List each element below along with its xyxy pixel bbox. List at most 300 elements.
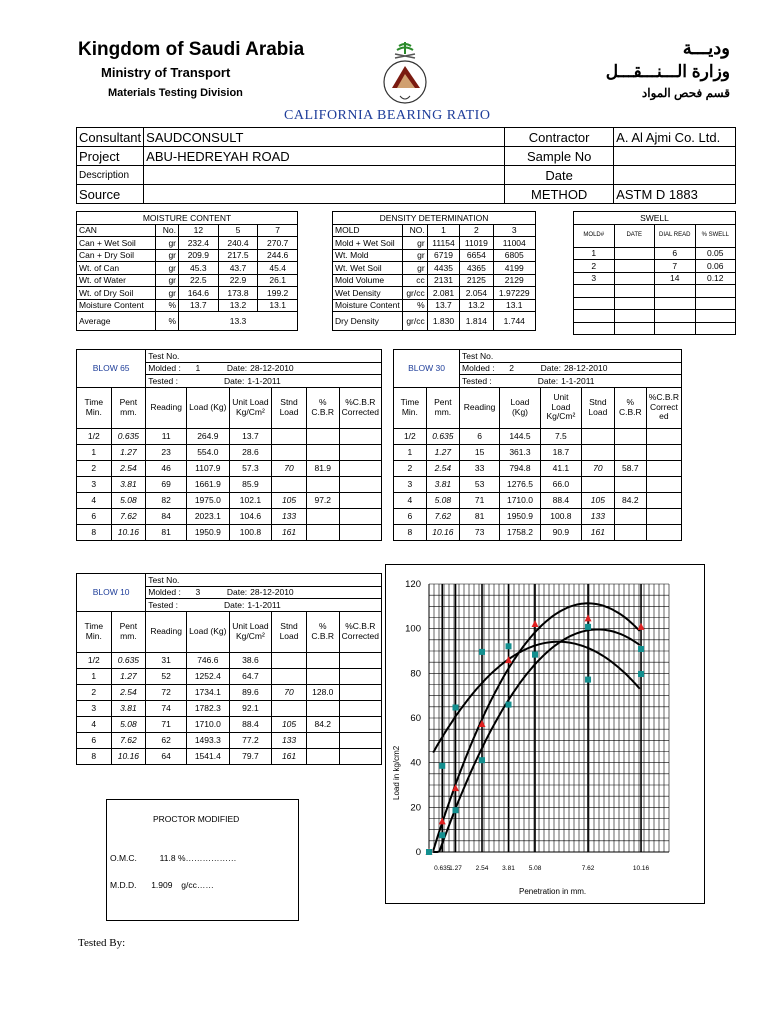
cbr-chart xyxy=(385,564,705,904)
swell-empty-cell xyxy=(695,322,736,335)
consultant-value: SAUDCONSULT xyxy=(144,128,505,147)
cbr-load-cell: 1107.9 xyxy=(187,460,230,476)
cbr-data-row xyxy=(394,508,682,524)
reading-header: Reading xyxy=(146,387,187,428)
molded-row xyxy=(460,362,682,375)
swell-date-cell xyxy=(614,247,655,260)
cbr-load-cell: 1710.0 xyxy=(500,492,541,508)
cbr-load-cell: 264.9 xyxy=(187,428,230,444)
cbr-data-row xyxy=(77,476,382,492)
cbr-time-cell: 4 xyxy=(394,492,427,508)
cbr-load-cell: 1541.4 xyxy=(187,748,230,764)
cbr-load-cell: 1493.3 xyxy=(187,732,230,748)
omc-unit: %……………… xyxy=(177,853,237,863)
dry-density-cell: 1.830 xyxy=(427,312,460,331)
cbr-load-cell: 1276.5 xyxy=(500,476,541,492)
density-row xyxy=(333,262,536,275)
corr-cbr-header: %C.B.R Corrected xyxy=(339,611,381,652)
density-row-unit: cc xyxy=(402,274,427,287)
unit-load-header: Unit Load Kg/Cm² xyxy=(229,387,272,428)
cbr-data-row xyxy=(394,524,682,540)
data-point xyxy=(506,643,512,649)
mdd-value: 1.909 xyxy=(151,880,173,890)
cbr-reading-cell: 84 xyxy=(146,508,187,524)
density-row-label: Mold + Wet Soil xyxy=(333,237,403,250)
description-value xyxy=(144,166,505,185)
load-header: Load (Kg) xyxy=(187,611,230,652)
density-cell: 2.081 xyxy=(427,287,460,300)
blank xyxy=(394,375,460,388)
swell-empty-cell xyxy=(614,322,655,335)
moisture-row-label: Can + Wet Soil xyxy=(77,237,156,250)
cbr-corr-cell xyxy=(339,492,381,508)
cbr-corr-cell xyxy=(646,524,681,540)
cbr-load-cell: 1950.9 xyxy=(500,508,541,524)
corr-cbr-header: %C.B.R Correct ed xyxy=(646,387,681,428)
data-point xyxy=(585,677,591,683)
cbr-stnd-cell: 133 xyxy=(272,508,307,524)
blank xyxy=(77,574,146,587)
cbr-pent-cell: 5.08 xyxy=(111,716,146,732)
moisture-row-unit: gr xyxy=(156,262,179,275)
y-tick-label: 120 xyxy=(405,579,421,590)
cbr-corr-cell xyxy=(339,748,381,764)
cbr-load-cell: 1758.2 xyxy=(500,524,541,540)
swell-empty-cell xyxy=(695,310,736,323)
cbr-data-row xyxy=(77,508,382,524)
cbr-pent-cell: 10.16 xyxy=(111,524,146,540)
cbr-pent-cell: 7.62 xyxy=(426,508,459,524)
cbr-unit-cell: 85.9 xyxy=(229,476,272,492)
moisture-cell: 45.3 xyxy=(179,262,219,275)
cbr-reading-cell: 73 xyxy=(460,524,500,540)
cbr-stnd-cell: 105 xyxy=(272,492,307,508)
cbr-corr-cell xyxy=(339,684,381,700)
cbr-corr-cell xyxy=(339,428,381,444)
cbr-corr-cell xyxy=(646,444,681,460)
cbr-stnd-cell xyxy=(581,428,614,444)
cbr-reading-cell: 69 xyxy=(146,476,187,492)
reading-header: Reading xyxy=(146,611,187,652)
molded-date: 28-12-2010 xyxy=(563,363,608,374)
moisture-title: MOISTURE CONTENT xyxy=(77,212,298,225)
cbr-unit-cell: 18.7 xyxy=(540,444,581,460)
method-label: METHOD xyxy=(505,185,614,204)
swell-mold-cell: 1 xyxy=(574,247,615,260)
cbr-data-row xyxy=(394,460,682,476)
cbr-corr-cell xyxy=(646,476,681,492)
cbr-time-cell: 3 xyxy=(394,476,427,492)
cbr-stnd-cell: 161 xyxy=(272,748,307,764)
proctor-box xyxy=(106,799,299,921)
swell-pct-header: % SWELL xyxy=(695,224,736,247)
stnd-load-header: Stnd Load xyxy=(272,387,307,428)
cbr-time-cell: 1 xyxy=(77,444,112,460)
cbr-reading-cell: 15 xyxy=(460,444,500,460)
density-row-unit: gr xyxy=(402,262,427,275)
molded-label: Molded : xyxy=(148,363,181,374)
cbr-stnd-cell: 133 xyxy=(272,732,307,748)
moisture-cell: 209.9 xyxy=(179,249,219,262)
cbr-corr-cell xyxy=(646,428,681,444)
moisture-cell: 45.4 xyxy=(258,262,298,275)
cbr-pct-cell: 128.0 xyxy=(306,684,339,700)
density-cell: 4365 xyxy=(460,262,493,275)
cbr-data-row xyxy=(77,652,382,668)
cbr-pent-cell: 1.27 xyxy=(111,668,146,684)
dry-density-cell: 1.744 xyxy=(493,312,535,331)
cbr-time-cell: 2 xyxy=(394,460,427,476)
molded-number: 3 xyxy=(195,587,201,598)
data-point xyxy=(426,849,432,855)
cbr-pct-cell xyxy=(614,524,646,540)
swell-swell-cell: 0.12 xyxy=(695,272,736,285)
cbr-reading-cell: 33 xyxy=(460,460,500,476)
density-cell: 11004 xyxy=(493,237,535,250)
density-row-label: Wt. Wet Soil xyxy=(333,262,403,275)
cbr-stnd-cell xyxy=(272,444,307,460)
tested-label: Tested : xyxy=(148,375,179,386)
cbr-corr-cell xyxy=(339,716,381,732)
cbr-pct-cell xyxy=(614,476,646,492)
data-point xyxy=(638,646,644,652)
cbr-time-cell: 1 xyxy=(394,444,427,460)
cbr-reading-cell: 62 xyxy=(146,732,187,748)
data-point xyxy=(439,832,445,838)
molded-date: 28-12-2010 xyxy=(250,363,294,374)
swell-dial-cell: 6 xyxy=(655,247,696,260)
mdd-unit: g/cc…… xyxy=(181,880,214,890)
method-value: ASTM D 1883 xyxy=(614,185,736,204)
cbr-corr-cell xyxy=(339,668,381,684)
division-title: Materials Testing Division xyxy=(108,87,243,99)
cbr-data-row xyxy=(77,492,382,508)
data-point xyxy=(506,702,512,708)
moisture-cell: 270.7 xyxy=(258,237,298,250)
cbr-pent-cell: 0.635 xyxy=(111,652,146,668)
moisture-cell: 12 xyxy=(179,224,219,237)
dry-density-unit: gr/cc xyxy=(402,312,427,331)
data-point xyxy=(453,705,459,711)
swell-dial-header: DIAL READ xyxy=(655,224,696,247)
cbr-stnd-cell: 161 xyxy=(272,524,307,540)
cbr-pent-cell: 2.54 xyxy=(111,460,146,476)
cbr-time-cell: 2 xyxy=(77,460,112,476)
density-cell: 2 xyxy=(460,224,493,237)
cbr-pent-cell: 0.635 xyxy=(426,428,459,444)
cbr-load-cell: 1734.1 xyxy=(187,684,230,700)
density-cell: 6719 xyxy=(427,249,460,262)
swell-empty-cell xyxy=(614,297,655,310)
project-value: ABU-HEDREYAH ROAD xyxy=(144,147,505,166)
moisture-cell: 13.7 xyxy=(179,299,219,312)
density-cell: 1 xyxy=(427,224,460,237)
blank xyxy=(77,599,146,612)
info-table xyxy=(76,127,736,204)
cbr-time-cell: 1/2 xyxy=(77,652,112,668)
pent-header: Pent mm. xyxy=(111,611,146,652)
unit-load-header: Unit Load Kg/Cm² xyxy=(540,387,581,428)
ministry-logo xyxy=(370,40,440,106)
cbr-pent-cell: 3.81 xyxy=(426,476,459,492)
cbr-pct-cell xyxy=(306,524,339,540)
cbr-time-cell: 8 xyxy=(394,524,427,540)
moisture-cell: 5 xyxy=(218,224,258,237)
swell-row xyxy=(574,247,736,260)
tested-row xyxy=(146,599,382,612)
source-label: Source xyxy=(77,185,144,204)
moisture-cell: 26.1 xyxy=(258,274,298,287)
cbr-reading-cell: 81 xyxy=(460,508,500,524)
density-cell: 2.054 xyxy=(460,287,493,300)
cbr-time-cell: 4 xyxy=(77,492,112,508)
density-row-label: Wet Density xyxy=(333,287,403,300)
cbr-pct-cell xyxy=(614,508,646,524)
cbr-unit-cell: 88.4 xyxy=(229,716,272,732)
blank xyxy=(77,350,146,363)
cbr-corr-cell xyxy=(339,524,381,540)
swell-date-header: DATE xyxy=(614,224,655,247)
data-point xyxy=(532,652,538,658)
cbr-load-cell: 2023.1 xyxy=(187,508,230,524)
density-cell: 13.7 xyxy=(427,299,460,312)
mdd-row xyxy=(110,880,214,890)
blow-name: BLOW 65 xyxy=(77,362,146,375)
swell-row xyxy=(574,260,736,273)
moisture-cell: 164.6 xyxy=(179,287,219,300)
cbr-data-row xyxy=(77,748,382,764)
chart-x-axis-label: Penetration in mm. xyxy=(519,887,587,896)
y-tick-label: 0 xyxy=(415,847,421,858)
cbr-data-row xyxy=(77,444,382,460)
cbr-pent-cell: 10.16 xyxy=(111,748,146,764)
cbr-pent-cell: 1.27 xyxy=(426,444,459,460)
density-row-unit: gr xyxy=(402,237,427,250)
blow-name: BLOW 10 xyxy=(77,586,146,599)
stnd-load-header: Stnd Load xyxy=(581,387,614,428)
ministry-title: Ministry of Transport xyxy=(101,65,231,80)
swell-empty-cell xyxy=(574,322,615,335)
cbr-reading-cell: 71 xyxy=(460,492,500,508)
cbr-load-cell: 1975.0 xyxy=(187,492,230,508)
y-tick-label: 80 xyxy=(410,668,421,680)
cbr-data-row xyxy=(77,460,382,476)
cbr-pct-cell xyxy=(614,428,646,444)
moisture-row xyxy=(77,224,298,237)
cbr-unit-cell: 89.6 xyxy=(229,684,272,700)
cbr-reading-cell: 72 xyxy=(146,684,187,700)
cbr-load-cell: 361.3 xyxy=(500,444,541,460)
cbr-reading-cell: 64 xyxy=(146,748,187,764)
y-tick-label: 20 xyxy=(410,802,421,814)
cbr-unit-cell: 38.6 xyxy=(229,652,272,668)
swell-empty-cell xyxy=(574,297,615,310)
cbr-time-cell: 8 xyxy=(77,524,112,540)
arabic-line-2: وزارة الـــنـــقـــل xyxy=(605,62,730,81)
time-header: Time Min. xyxy=(394,387,427,428)
description-label: Description xyxy=(77,166,144,185)
density-row-unit: gr xyxy=(402,249,427,262)
cbr-unit-cell: 90.9 xyxy=(540,524,581,540)
cbr-pct-cell xyxy=(306,700,339,716)
swell-dial-cell: 14 xyxy=(655,272,696,285)
cbr-corr-cell xyxy=(646,508,681,524)
corr-cbr-header: %C.B.R Corrected xyxy=(339,387,381,428)
cbr-pct-cell xyxy=(306,428,339,444)
blow65-table xyxy=(76,349,382,541)
moisture-row xyxy=(77,249,298,262)
data-point xyxy=(453,807,459,813)
unit-load-header: Unit Load Kg/Cm² xyxy=(229,611,272,652)
cbr-load-cell: 1710.0 xyxy=(187,716,230,732)
moisture-row xyxy=(77,274,298,287)
cbr-data-row xyxy=(77,668,382,684)
cbr-pent-cell: 2.54 xyxy=(426,460,459,476)
moisture-cell: 199.2 xyxy=(258,287,298,300)
cbr-unit-cell: 28.6 xyxy=(229,444,272,460)
density-title: DENSITY DETERMINATION xyxy=(333,212,536,225)
tested-row xyxy=(146,375,382,388)
moisture-content-table xyxy=(76,211,298,331)
cbr-pent-cell: 3.81 xyxy=(111,476,146,492)
y-tick-label: 100 xyxy=(405,623,421,635)
moisture-row-unit: gr xyxy=(156,274,179,287)
cbr-data-row xyxy=(77,700,382,716)
sample-value xyxy=(614,147,736,166)
moisture-row-label: CAN xyxy=(77,224,156,237)
cbr-pct-cell: 58.7 xyxy=(614,460,646,476)
density-row xyxy=(333,299,536,312)
cbr-pct-cell xyxy=(306,508,339,524)
cbr-pent-cell: 7.62 xyxy=(111,732,146,748)
density-table xyxy=(332,211,536,331)
moisture-cell: 244.6 xyxy=(258,249,298,262)
x-tick-label: 5.08 xyxy=(528,865,542,872)
cbr-load-cell: 746.6 xyxy=(187,652,230,668)
omc-label: O.M.C. xyxy=(110,853,137,863)
tested-date: 1-1-2011 xyxy=(561,375,595,386)
swell-date-cell xyxy=(614,260,655,273)
contractor-label: Contractor xyxy=(505,128,614,147)
cbr-pct-cell xyxy=(306,444,339,460)
cbr-time-cell: 3 xyxy=(77,700,112,716)
project-label: Project xyxy=(77,147,144,166)
cbr-corr-cell xyxy=(646,460,681,476)
time-header: Time Min. xyxy=(77,611,112,652)
swell-row xyxy=(574,272,736,285)
cbr-stnd-cell xyxy=(272,476,307,492)
cbr-data-row xyxy=(394,444,682,460)
cbr-data-row xyxy=(77,716,382,732)
moisture-row xyxy=(77,262,298,275)
swell-empty-cell xyxy=(614,285,655,298)
swell-table xyxy=(573,211,736,335)
cbr-unit-cell: 79.7 xyxy=(229,748,272,764)
tested-label: Tested : xyxy=(462,375,492,386)
cbr-reading-cell: 53 xyxy=(460,476,500,492)
dry-density-cell: 1.814 xyxy=(460,312,493,331)
moisture-row xyxy=(77,287,298,300)
swell-empty-cell xyxy=(655,322,696,335)
cbr-stnd-cell: 133 xyxy=(581,508,614,524)
density-cell: 2125 xyxy=(460,274,493,287)
swell-empty-cell xyxy=(695,285,736,298)
cbr-time-cell: 6 xyxy=(77,508,112,524)
cbr-pent-cell: 0.635 xyxy=(111,428,146,444)
cbr-unit-cell: 41.1 xyxy=(540,460,581,476)
pct-cbr-header: % C.B.R xyxy=(306,611,339,652)
tested-date: 1-1-2011 xyxy=(247,599,281,610)
cbr-pct-cell xyxy=(614,444,646,460)
cbr-corr-cell xyxy=(646,492,681,508)
cbr-unit-cell: 88.4 xyxy=(540,492,581,508)
cbr-data-row xyxy=(394,476,682,492)
cbr-pent-cell: 3.81 xyxy=(111,700,146,716)
cbr-pct-cell xyxy=(306,732,339,748)
density-row-unit: gr/cc xyxy=(402,287,427,300)
density-row-label: MOLD xyxy=(333,224,403,237)
palm-emblem-icon xyxy=(395,42,415,58)
density-row-label: Wt. Mold xyxy=(333,249,403,262)
cbr-reading-cell: 81 xyxy=(146,524,187,540)
cbr-pent-cell: 7.62 xyxy=(111,508,146,524)
cbr-stnd-cell xyxy=(272,700,307,716)
cbr-unit-cell: 13.7 xyxy=(229,428,272,444)
reading-header: Reading xyxy=(460,387,500,428)
density-cell: 6654 xyxy=(460,249,493,262)
contractor-value: A. Al Ajmi Co. Ltd. xyxy=(614,128,736,147)
cbr-load-cell: 1950.9 xyxy=(187,524,230,540)
moisture-cell: 173.8 xyxy=(218,287,258,300)
molded-date-prefix: Date: xyxy=(226,363,248,374)
data-point xyxy=(439,763,445,769)
cbr-stnd-cell: 161 xyxy=(581,524,614,540)
molded-number: 1 xyxy=(195,363,201,374)
cbr-pct-cell xyxy=(306,668,339,684)
cbr-time-cell: 8 xyxy=(77,748,112,764)
density-cell: 11019 xyxy=(460,237,493,250)
stnd-load-header: Stnd Load xyxy=(272,611,307,652)
cbr-stnd-cell: 70 xyxy=(272,684,307,700)
proctor-title: PROCTOR MODIFIED xyxy=(153,814,240,824)
moisture-row-label: Moisture Content xyxy=(77,299,156,312)
average-unit: % xyxy=(156,312,179,331)
x-tick-label: 3.81 xyxy=(502,865,515,872)
moisture-cell: 217.5 xyxy=(218,249,258,262)
cbr-pct-cell xyxy=(306,748,339,764)
pent-header: Pent mm. xyxy=(426,387,459,428)
date-value xyxy=(614,166,736,185)
cbr-pent-cell: 2.54 xyxy=(111,684,146,700)
pct-cbr-header: % C.B.R xyxy=(614,387,646,428)
cbr-data-row xyxy=(77,732,382,748)
moisture-row-label: Wt. of Can xyxy=(77,262,156,275)
density-row xyxy=(333,249,536,262)
test-no-label: Test No. xyxy=(146,350,382,363)
cbr-time-cell: 6 xyxy=(394,508,427,524)
cbr-stnd-cell xyxy=(272,428,307,444)
blow30-table xyxy=(393,349,682,541)
moisture-row-label: Wt. of Water xyxy=(77,274,156,287)
cbr-unit-cell: 7.5 xyxy=(540,428,581,444)
swell-swell-cell: 0.06 xyxy=(695,260,736,273)
cbr-load-cell: 794.8 xyxy=(500,460,541,476)
cbr-reading-cell: 52 xyxy=(146,668,187,684)
moisture-row-unit: gr xyxy=(156,287,179,300)
density-row-label: Mold Volume xyxy=(333,274,403,287)
molded-row xyxy=(146,362,382,375)
cbr-stnd-cell: 105 xyxy=(581,492,614,508)
